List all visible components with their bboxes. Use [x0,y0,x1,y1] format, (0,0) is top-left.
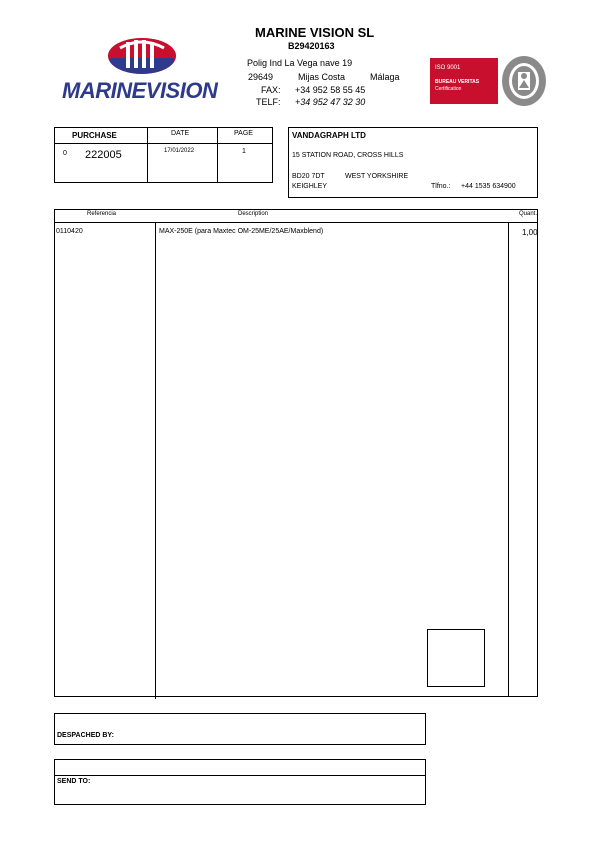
despatched-by-label: DESPACHED BY: [57,732,114,739]
column-header-description: Description [238,211,269,217]
supplier-town: KEIGHLEY [292,183,328,190]
items-table [54,209,538,697]
purchase-label: PURCHASE [72,131,117,140]
company-name: MARINE VISION SL [255,25,375,40]
row-description: MAX-250E (para Maxtec OM-25ME/25AE/Maxblend) [159,228,324,235]
fax-number: +34 952 58 55 45 [295,85,366,95]
company-postal-code: 29649 [248,72,274,82]
supplier-name: VANDAGRAPH LTD [292,131,366,140]
purchase-page: 1 [242,148,246,155]
company-town: Mijas Costa [298,72,346,82]
bureau-veritas-label: BUREAU VERITAS [435,79,480,85]
row-reference: 0110420 [56,228,83,235]
bureau-veritas-seal-icon [498,52,550,110]
certification-label: Certification [435,86,462,92]
purchase-number: 222005 [85,149,122,161]
fax-label: FAX: [261,85,281,95]
signature-stamp-box [427,629,485,687]
iso-certification-badge [430,58,548,104]
row-quantity: 1,00 [522,228,538,237]
supplier-postcode: BD20 7DT [292,173,325,180]
despatched-by-box [54,713,426,745]
date-label: DATE [171,130,190,137]
company-logo [60,34,220,108]
company-city: Málaga [370,72,400,82]
iso-label: ISO 9001 [435,65,461,71]
company-address: Polig Ind La Vega nave 19 [247,58,353,68]
send-to-box [54,759,426,805]
tel-label: TELF: [256,97,281,107]
tel-number: +34 952 47 32 30 [295,97,366,107]
company-tax-id: B29420163 [288,41,335,51]
purchase-series: 0 [63,150,67,157]
supplier-phone-label: Tlfno.: [431,183,451,190]
logo-text: MARINEVISION [62,78,218,103]
send-to-label: SEND TO: [57,778,91,785]
purchase-date: 17/01/2022 [164,148,195,154]
supplier-address: 15 STATION ROAD, CROSS HILLS [292,152,404,159]
column-header-quantity: Quant. [519,211,538,217]
page-label: PAGE [234,130,253,137]
column-header-reference: Referencia [87,211,117,217]
supplier-region: WEST YORKSHIRE [345,173,409,180]
supplier-phone: +44 1535 634900 [461,183,516,190]
